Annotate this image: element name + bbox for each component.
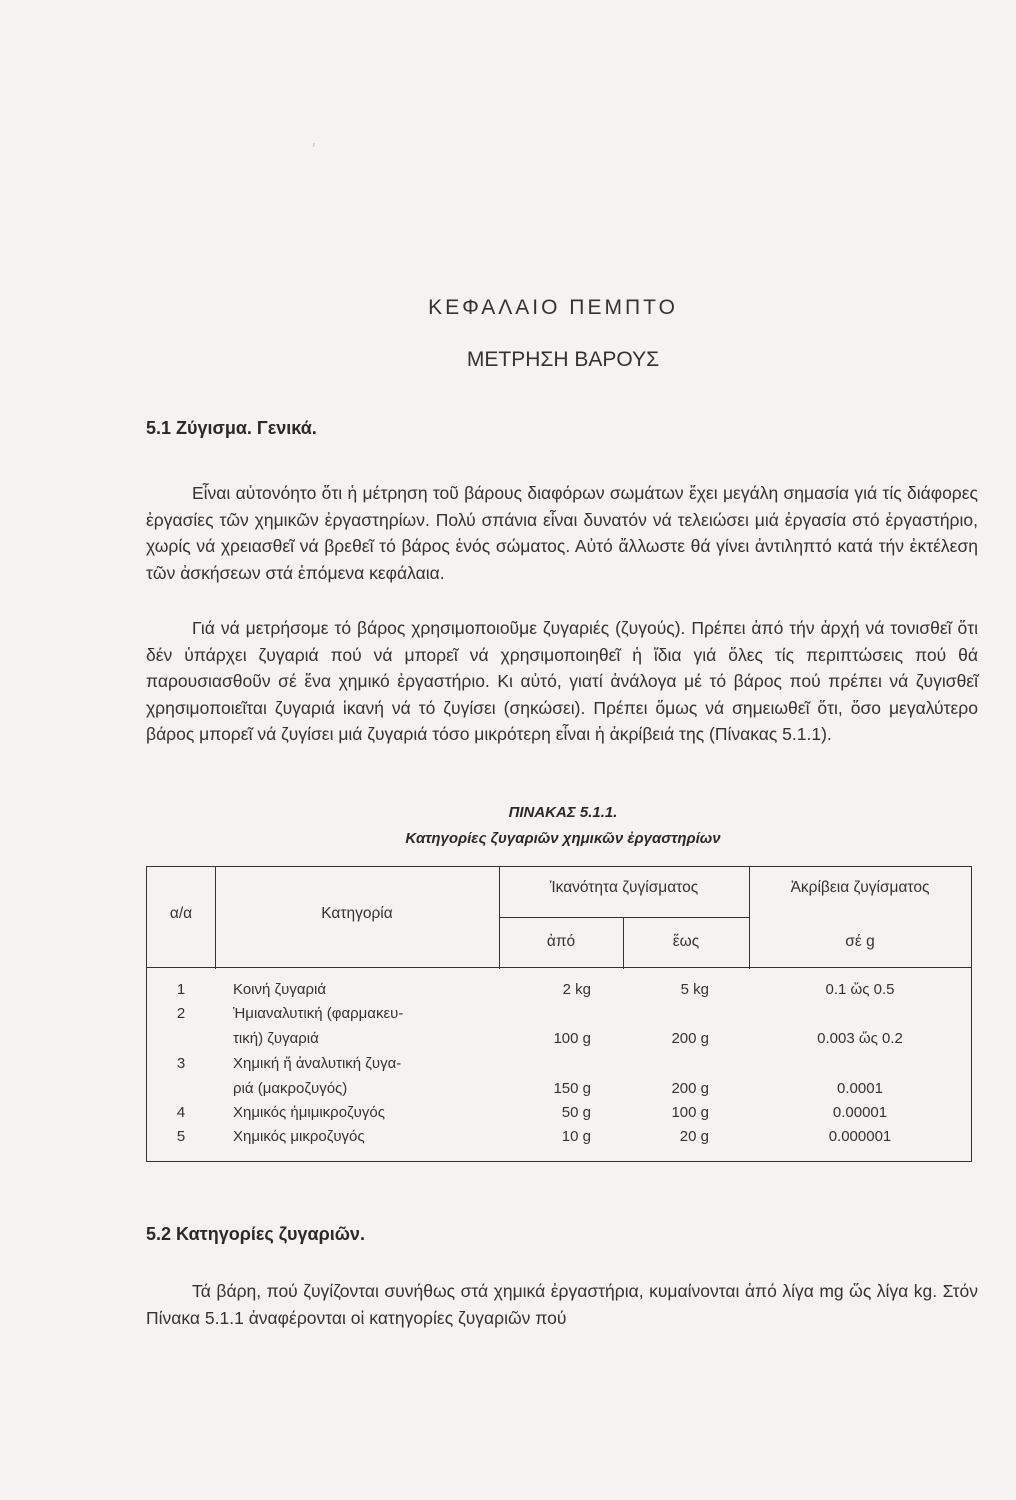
row-5-category: Χημικός μικροζυγός [233, 1128, 365, 1145]
row-1-to: 5 kg [680, 981, 709, 998]
row-2-from: 100 g [553, 1030, 591, 1047]
row-3-category-line-2: ριά (μακροζυγός) [233, 1080, 348, 1097]
header-category: Κατηγορία [321, 905, 393, 922]
table-divider [147, 967, 971, 968]
row-5-index: 5 [176, 1128, 186, 1145]
table-divider [499, 917, 749, 918]
row-1-precision: 0.1 ὥς 0.5 [825, 981, 895, 998]
stray-mark: ʹ [312, 140, 316, 160]
row-1-from: 2 kg [562, 981, 591, 998]
header-index: α/α [169, 905, 193, 922]
row-4-precision: 0.00001 [832, 1104, 888, 1121]
section-5-2-paragraph-1: Τά βάρη, πού ζυγίζονται συνήθως στά χημικά ἐργαστήρια, κυμαίνονται ἀπό λίγα mg ὥς λίγα kg. Στόν Πίνακα 5.1.1 ἀναφέρονται οἱ κατηγορίες ζυγαριῶν πού [146, 1281, 978, 1328]
row-5-precision: 0.000001 [828, 1128, 892, 1145]
chapter-title: ΜΕΤΡΗΣΗ ΒΑΡΟΥΣ [466, 348, 660, 371]
row-2-category-line-2: τική) ζυγαριά [233, 1030, 319, 1047]
row-3-to: 200 g [671, 1080, 709, 1097]
section-5-2-heading: 5.2 Κατηγορίες ζυγαριῶν. [146, 1224, 365, 1244]
balance-categories-table [146, 866, 972, 1162]
header-capacity: Ἱκανότητα ζυγίσματος [549, 879, 699, 896]
table-caption: ΠΙΝΑΚΑΣ 5.1.1. [508, 804, 618, 821]
row-2-index: 2 [176, 1005, 186, 1022]
header-precision: Ἀκρίβεια ζυγίσματος [790, 879, 930, 896]
row-5-from: 10 g [561, 1128, 591, 1145]
row-4-category: Χημικός ἡμιμικροζυγός [233, 1104, 385, 1121]
section-5-1-paragraph-1: Εἶναι αὐτονόητο ὅτι ἡ μέτρηση τοῦ βάρους διαφόρων σωμάτων ἔχει μεγάλη σημασία γιά τίς διάφορες ἐργασίες τῶν χημικῶν ἐργαστηρίων. Πολύ σπάνια εἶναι δυνατόν νά τελειώσει μιά ἐργασία στό ἐργαστήριο, χωρίς νά χρειασθεῖ νά βρεθεῖ τό βάρος ἑνός σώματος. Αὐτό ἄλλωστε θά γίνει ἀντιληπτό κατά τήν ἐκτέλεση τῶν ἀσκήσεων στά ἑπόμενα κεφάλαια. [146, 483, 978, 583]
row-3-precision: 0.0001 [837, 1080, 883, 1097]
row-5-to: 20 g [679, 1128, 709, 1145]
row-2-precision: 0.003 ὥς 0.2 [817, 1030, 903, 1047]
row-2-category-line-1: Ἡμιαναλυτική (φαρμακευ- [233, 1005, 404, 1022]
row-3-category-line-1: Χημική ἤ ἀναλυτική ζυγα- [233, 1055, 402, 1072]
header-precision-unit: σέ g [845, 933, 875, 950]
header-from: ἀπό [546, 933, 576, 950]
header-to: ἕως [672, 933, 700, 950]
row-3-from: 150 g [553, 1080, 591, 1097]
row-3-index: 3 [176, 1055, 186, 1072]
row-4-from: 50 g [561, 1104, 591, 1121]
row-2-to: 200 g [671, 1030, 709, 1047]
table-subcaption: Κατηγορίες ζυγαριῶν χημικῶν ἐργαστηρίων [405, 830, 721, 847]
row-1-category: Κοινή ζυγαριά [233, 981, 327, 998]
section-5-1-paragraph-2: Γιά νά μετρήσομε τό βάρος χρησιμοποιοῦμε ζυγαριές (ζυγούς). Πρέπει ἀπό τήν ἀρχή νά τονισθεῖ ὅτι δέν ὑπάρχει ζυγαριά πού νά μπορεῖ νά χρησιμοποιηθεῖ ἡ ἴδια γιά ὅλες τίς περιπτώσεις πού θά παρουσιασθοῦν σέ ἕνα χημικό ἐργαστήριο. Κι αὐτό, γιατί ἀνάλογα μέ τό βάρος πού πρέπει νά ζυγισθεῖ χρησιμοποιεῖται ζυγαριά ἱκανή νά τό ζυγίσει (σηκώσει). Πρέπει ὅμως νά σημειωθεῖ ὅτι, ὅσο μεγαλύτερο βάρος μπορεῖ νά ζυγίσει μιά ζυγαριά τόσο μικρότερη εἶναι ἡ ἀκρίβειά της (Πίνακας 5.1.1). [146, 618, 978, 744]
row-4-to: 100 g [671, 1104, 709, 1121]
row-1-index: 1 [176, 981, 186, 998]
chapter-label: ΚΕΦΑΛΑΙΟ ΠΕΜΠΤΟ [428, 296, 678, 319]
row-4-index: 4 [176, 1104, 186, 1121]
section-5-1-heading: 5.1 Ζύγισμα. Γενικά. [146, 418, 317, 438]
